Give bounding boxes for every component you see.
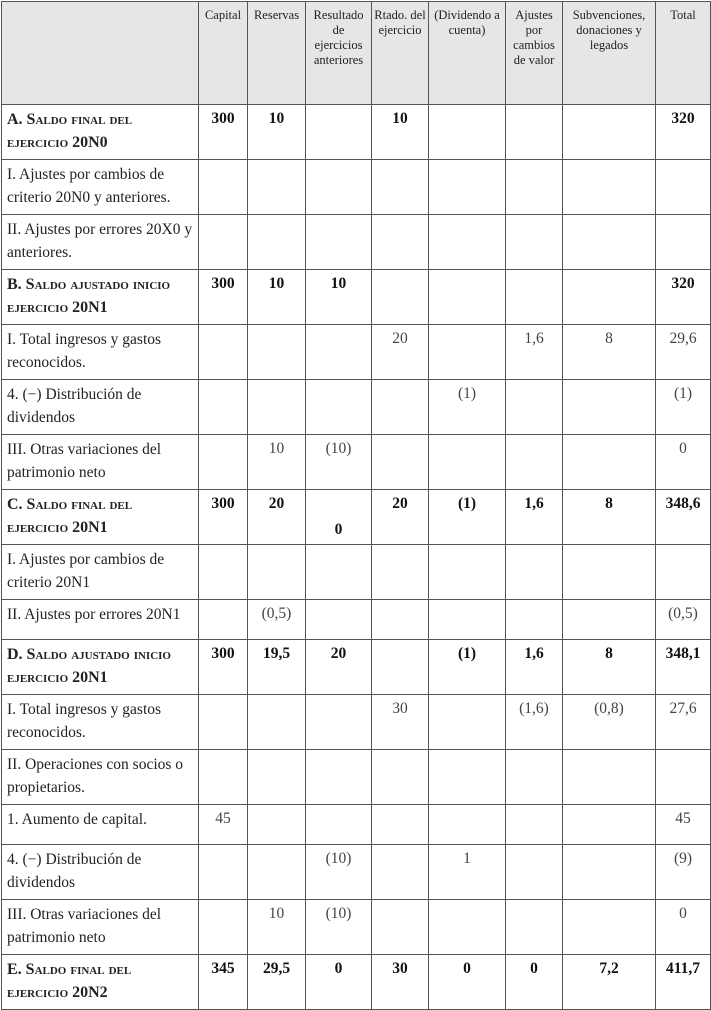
table-cell: [429, 325, 506, 380]
table-cell: [429, 750, 506, 805]
table-cell: 8: [563, 490, 656, 545]
table-cell: (10): [306, 435, 372, 490]
table-cell: (1): [429, 490, 506, 545]
table-cell: [248, 750, 306, 805]
table-cell: 45: [199, 805, 248, 845]
header-cell-dividendo-cuenta: (Dividendo a cuenta): [429, 2, 506, 105]
table-cell: [429, 215, 506, 270]
table-row: [2, 270, 711, 325]
row-label: A. Saldo final del ejercicio 20N0: [2, 105, 199, 160]
table-cell: 27,6: [656, 695, 711, 750]
table-cell: [429, 805, 506, 845]
table-row: [2, 160, 711, 215]
row-label: I. Total ingresos y gastos reconocidos.: [2, 325, 199, 380]
table-cell: 300: [199, 640, 248, 695]
table-cell: [429, 270, 506, 325]
table-cell: [372, 600, 429, 640]
table-cell: [506, 160, 563, 215]
table-cell: 30: [372, 955, 429, 1010]
table-cell: 320: [656, 270, 711, 325]
table-cell: [563, 600, 656, 640]
table-cell: 411,7: [656, 955, 711, 1010]
table-cell: [563, 270, 656, 325]
table-cell: [199, 900, 248, 955]
row-label: I. Ajustes por cambios de criterio 20N0 y anteriores.: [2, 160, 199, 215]
table-cell: [506, 105, 563, 160]
table-cell: [306, 490, 372, 545]
row-label: D. Saldo ajustado inicio ejercicio 20N1: [2, 640, 199, 695]
header-cell-reservas: Reservas: [248, 2, 306, 105]
table-cell: [248, 215, 306, 270]
row-label: 4. (−) Distribución de dividendos: [2, 845, 199, 900]
table-cell: (1,6): [506, 695, 563, 750]
table-cell: [563, 900, 656, 955]
table-cell: 20: [372, 490, 429, 545]
table-cell: (0,5): [656, 600, 711, 640]
table-cell: 320: [656, 105, 711, 160]
table-cell: 20: [248, 490, 306, 545]
table-cell: [199, 600, 248, 640]
table-cell: [306, 805, 372, 845]
table-cell: [563, 545, 656, 600]
table-cell: [199, 845, 248, 900]
table-cell: (0,8): [563, 695, 656, 750]
table-cell: [199, 695, 248, 750]
table-cell: [306, 215, 372, 270]
table-cell: [656, 750, 711, 805]
table-cell: 348,6: [656, 490, 711, 545]
table-cell: (9): [656, 845, 711, 900]
table-cell: 1,6: [506, 325, 563, 380]
table-cell: 0: [429, 955, 506, 1010]
table-cell: 348,1: [656, 640, 711, 695]
table-cell: [656, 160, 711, 215]
table-cell: [563, 750, 656, 805]
table-cell: [306, 160, 372, 215]
table-cell: [306, 695, 372, 750]
table-cell: [199, 160, 248, 215]
table-cell: [429, 600, 506, 640]
table-cell: [563, 380, 656, 435]
table-cell: [306, 750, 372, 805]
table-cell: (1): [429, 380, 506, 435]
table-cell: [506, 435, 563, 490]
header-cell-resultado-anteriores: Resultado de ejercicios anteriores: [306, 2, 372, 105]
table-row: [2, 695, 711, 750]
table-cell: [563, 105, 656, 160]
table-cell: [248, 160, 306, 215]
table-cell: (0,5): [248, 600, 306, 640]
table-cell: [506, 750, 563, 805]
table-cell: (10): [306, 900, 372, 955]
table-cell: [429, 435, 506, 490]
row-label: III. Otras variaciones del patrimonio neto: [2, 900, 199, 955]
row-label: III. Otras variaciones del patrimonio neto: [2, 435, 199, 490]
table-cell: [506, 270, 563, 325]
table-cell: 29,6: [656, 325, 711, 380]
table-row: [2, 640, 711, 695]
table-cell: 0: [506, 955, 563, 1010]
table-cell: [199, 215, 248, 270]
table-cell: [306, 545, 372, 600]
table-cell: [372, 750, 429, 805]
table-cell: [429, 695, 506, 750]
table-cell: [429, 900, 506, 955]
table-cell: 8: [563, 325, 656, 380]
table-cell: 10: [248, 900, 306, 955]
table-cell: 8: [563, 640, 656, 695]
table-cell: 19,5: [248, 640, 306, 695]
table-row: [2, 600, 711, 640]
row-label: I. Ajustes por cambios de criterio 20N1: [2, 545, 199, 600]
table-row: [2, 435, 711, 490]
table-cell: (1): [429, 640, 506, 695]
table-cell: 0: [656, 900, 711, 955]
header-row: [2, 2, 711, 105]
table-row: [2, 900, 711, 955]
table-cell: [372, 435, 429, 490]
row-label: 1. Aumento de capital.: [2, 805, 199, 845]
table-cell: [506, 845, 563, 900]
table-cell: 10: [248, 105, 306, 160]
table-cell: [429, 160, 506, 215]
table-cell: [248, 325, 306, 380]
table-cell: 0: [306, 955, 372, 1010]
table-cell: [429, 105, 506, 160]
table-cell: 10: [248, 435, 306, 490]
table-cell: 10: [248, 270, 306, 325]
table-cell: [372, 845, 429, 900]
table-body: [2, 105, 711, 1010]
table-row: [2, 955, 711, 1010]
table-cell: [656, 215, 711, 270]
table-cell: 0: [656, 435, 711, 490]
table-row: [2, 845, 711, 900]
row-label: E. Saldo final del ejercicio 20N2: [2, 955, 199, 1010]
table-cell: [372, 215, 429, 270]
table-row: [2, 105, 711, 160]
row-label: B. Saldo ajustado inicio ejercicio 20N1: [2, 270, 199, 325]
table-cell: [563, 805, 656, 845]
table-row: [2, 215, 711, 270]
table-cell: 30: [372, 695, 429, 750]
table-cell: [248, 695, 306, 750]
table-cell: [372, 380, 429, 435]
header-cell-capital: Capital: [199, 2, 248, 105]
table-cell: 300: [199, 270, 248, 325]
table-cell: (1): [656, 380, 711, 435]
table-cell: [429, 545, 506, 600]
table-cell: 45: [656, 805, 711, 845]
table-cell: [306, 380, 372, 435]
table-row: [2, 805, 711, 845]
table-cell: 20: [372, 325, 429, 380]
table-cell: [248, 545, 306, 600]
table-cell: [372, 270, 429, 325]
table-cell: 1: [429, 845, 506, 900]
table-row: [2, 750, 711, 805]
table-cell: [563, 215, 656, 270]
table-cell: [199, 325, 248, 380]
table-cell: [506, 545, 563, 600]
table-cell: [306, 105, 372, 160]
table-row: [2, 490, 711, 545]
table-row: [2, 380, 711, 435]
table-cell: [506, 600, 563, 640]
table-cell: [248, 845, 306, 900]
table-cell: [506, 215, 563, 270]
table-cell: [372, 640, 429, 695]
table-cell: [199, 435, 248, 490]
row-label: II. Ajustes por errores 20X0 y anteriores.: [2, 215, 199, 270]
table-cell: (10): [306, 845, 372, 900]
table-cell: 1,6: [506, 640, 563, 695]
header-cell-label: [2, 2, 199, 105]
cell-value: 0: [334, 521, 343, 538]
row-label: II. Ajustes por errores 20N1: [2, 600, 199, 640]
table-cell: 1,6: [506, 490, 563, 545]
table-cell: 10: [306, 270, 372, 325]
table-cell: [248, 380, 306, 435]
table-cell: [372, 545, 429, 600]
table-cell: [563, 435, 656, 490]
table-cell: [563, 845, 656, 900]
table-cell: [199, 750, 248, 805]
header-cell-total: Total: [656, 2, 711, 105]
table-cell: [506, 805, 563, 845]
table-cell: 20: [306, 640, 372, 695]
table-cell: [199, 545, 248, 600]
table-cell: 300: [199, 105, 248, 160]
table-cell: 29,5: [248, 955, 306, 1010]
table-cell: [656, 545, 711, 600]
table-cell: [372, 900, 429, 955]
row-label: I. Total ingresos y gastos reconocidos.: [2, 695, 199, 750]
equity-statement-table: [1, 1, 711, 1010]
header-cell-subvenciones: Subvenciones, donaciones y legados: [563, 2, 656, 105]
row-label: II. Operaciones con socios o propietarios.: [2, 750, 199, 805]
table-cell: [306, 325, 372, 380]
row-label: 4. (−) Distribución de dividendos: [2, 380, 199, 435]
table-cell: [248, 805, 306, 845]
table-cell: [372, 160, 429, 215]
table-cell: 345: [199, 955, 248, 1010]
table-row: [2, 545, 711, 600]
header-cell-ajustes-valor: Ajustes por cambios de valor: [506, 2, 563, 105]
table-cell: 10: [372, 105, 429, 160]
table-cell: 300: [199, 490, 248, 545]
header-cell-rtado-ejercicio: Rtado. del ejercicio: [372, 2, 429, 105]
table-cell: [506, 380, 563, 435]
row-label: C. Saldo final del ejercicio 20N1: [2, 490, 199, 545]
table-cell: [372, 805, 429, 845]
table-cell: [199, 380, 248, 435]
table-cell: [563, 160, 656, 215]
table-cell: [306, 600, 372, 640]
table-cell: 7,2: [563, 955, 656, 1010]
table-cell: [506, 900, 563, 955]
table-row: [2, 325, 711, 380]
